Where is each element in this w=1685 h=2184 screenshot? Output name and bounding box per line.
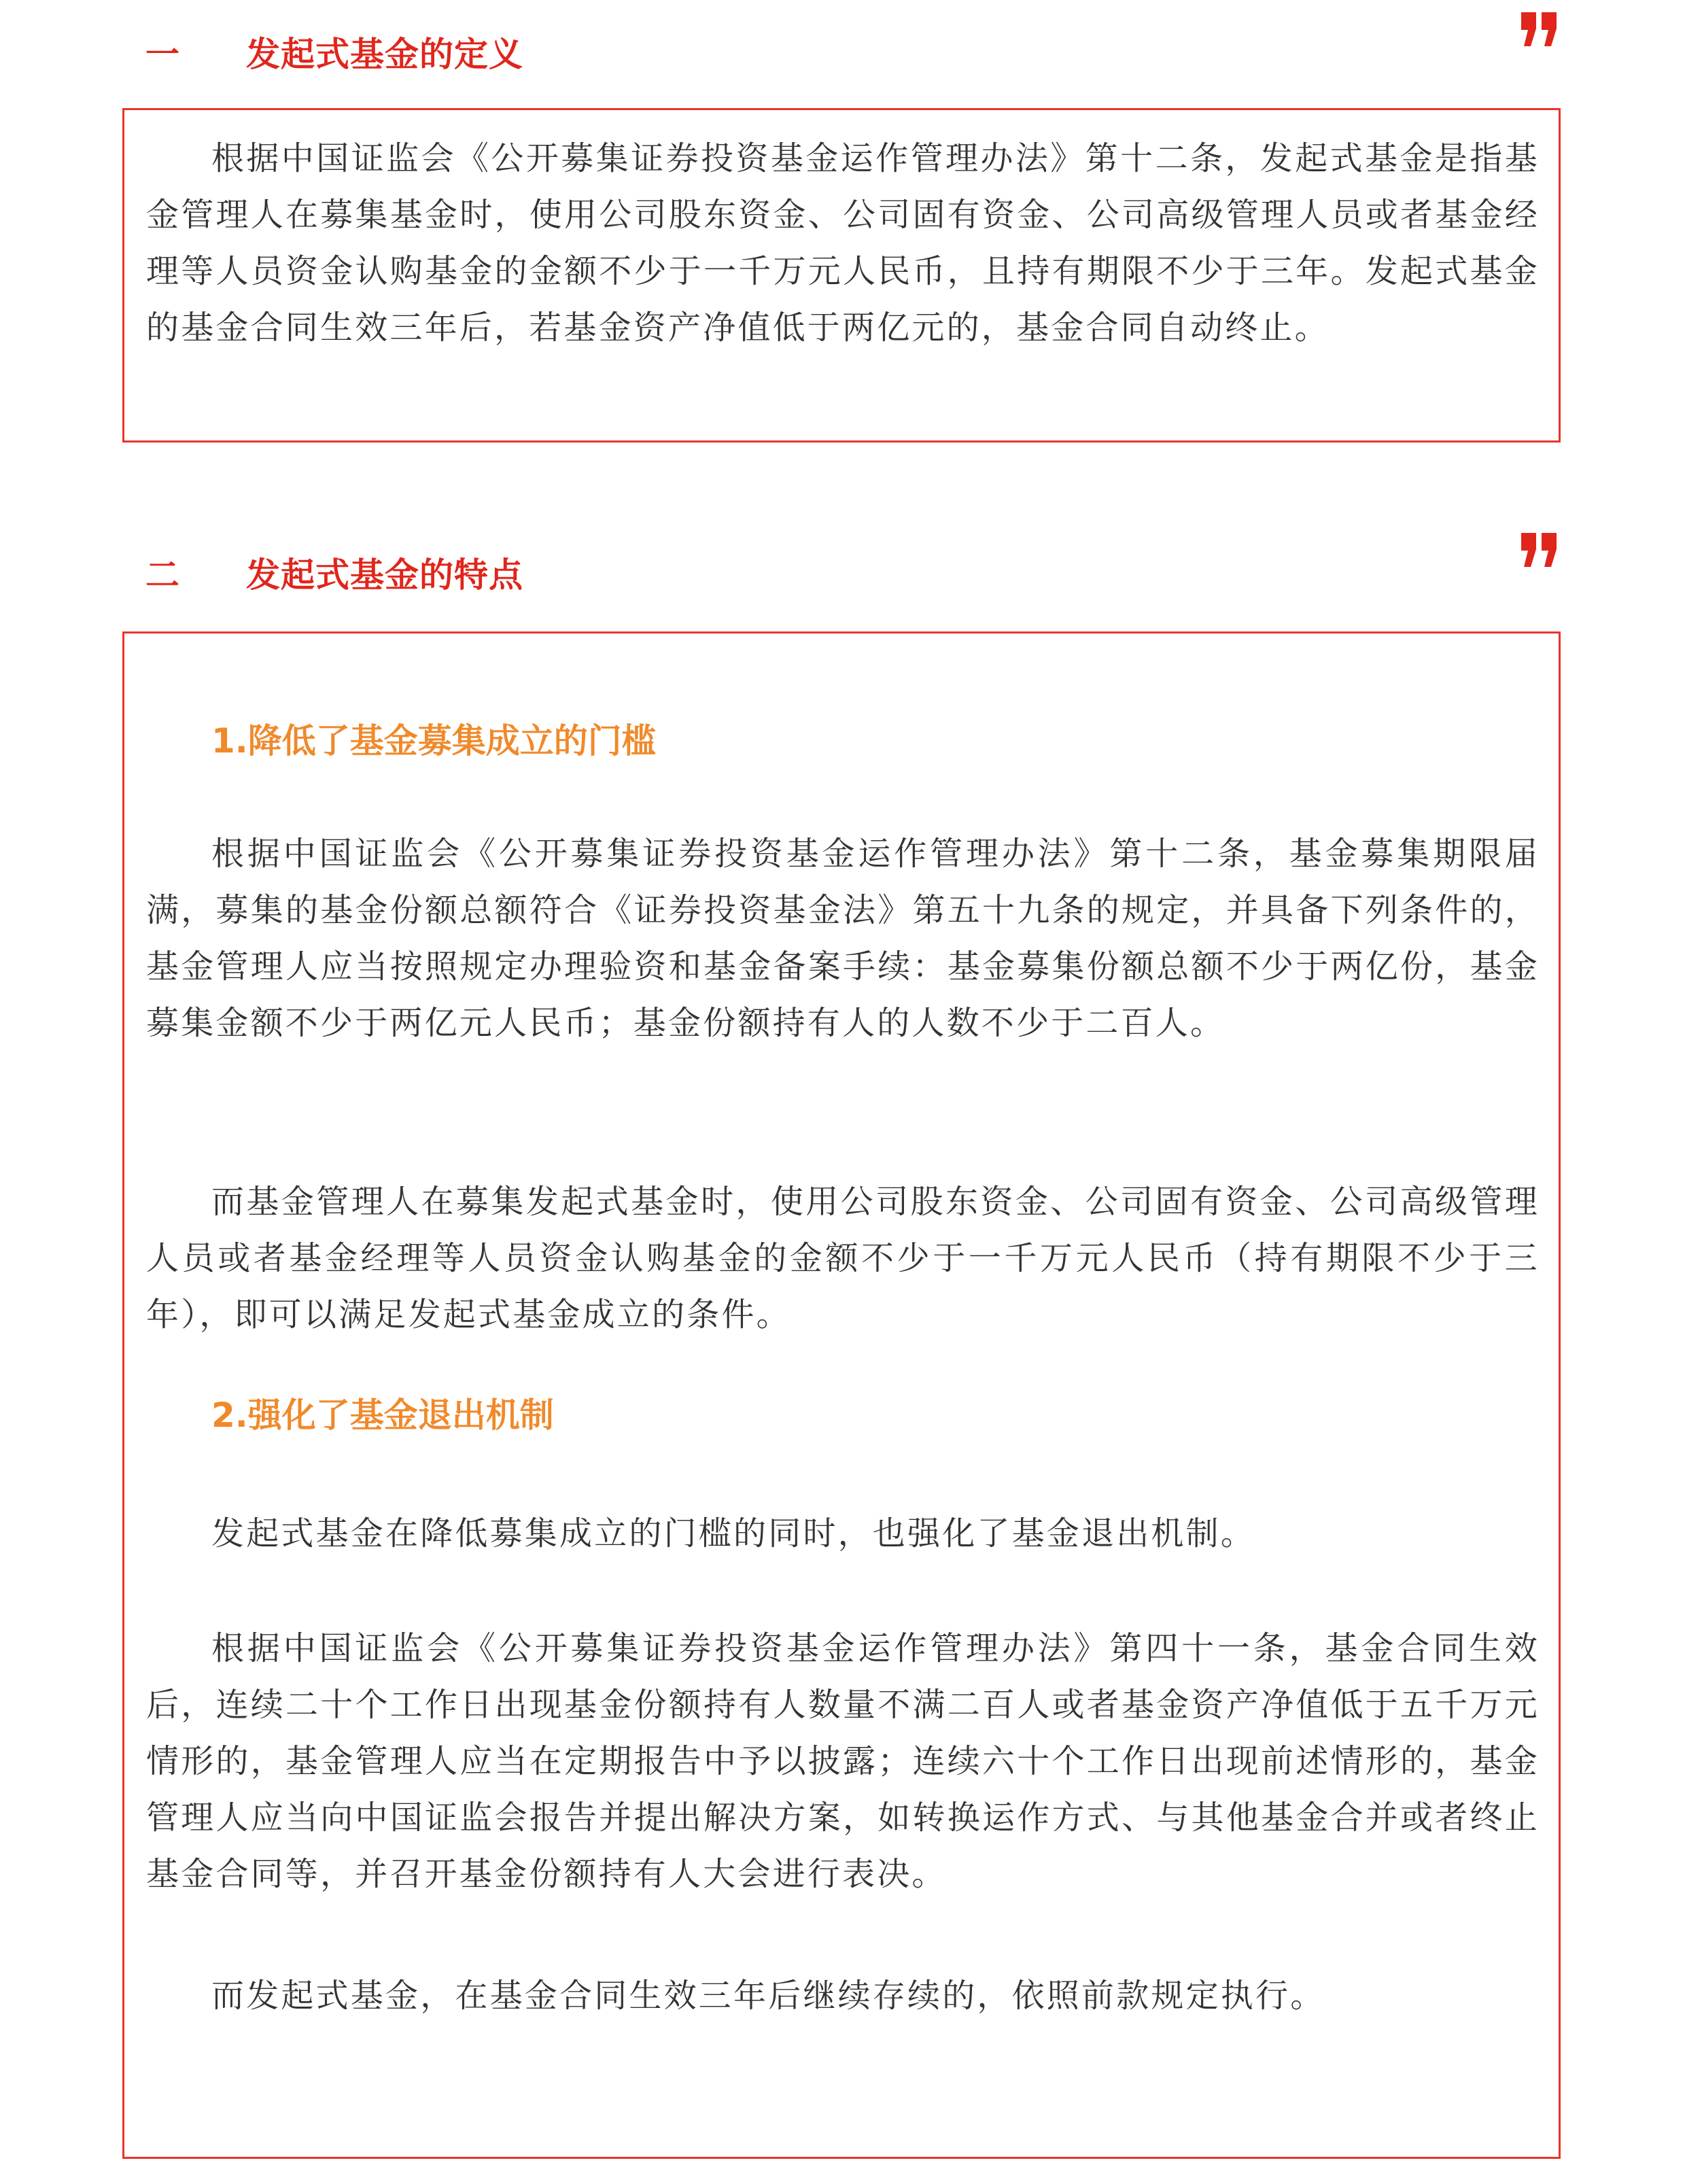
- quote-mark-icon: [1518, 533, 1559, 568]
- section-2-header: [145, 548, 1559, 602]
- section-2-number: 二: [145, 555, 179, 595]
- subsection-2-heading: 2.强化了基金退出机制: [211, 1396, 554, 1435]
- section-2-title: 发起式基金的特点: [246, 555, 523, 595]
- subsection-1-heading: 1.降低了基金募集成立的门槛: [211, 721, 656, 761]
- section-1-header: [145, 27, 1559, 82]
- subsection-2-paragraph-1: 发起式基金在降低募集成立的门槛的同时，也强化了基金退出机制。: [211, 1514, 1256, 1553]
- subsection-1-paragraph-2: 而基金管理人在募集发起式基金时，使用公司股东资金、公司固有资金、公司高级管理人员或者基金经理等人员资金认购基金的金额不少于一千万元人民币（持有期限不少于三年），即可以满足发起式基金成立的条件。: [146, 1183, 1540, 1334]
- section-1-box: [122, 108, 1561, 443]
- section-1-paragraph: 根据中国证监会《公开募集证券投资基金运作管理办法》第十二条，发起式基金是指基金管理人在募集基金时，使用公司股东资金、公司固有资金、公司高级管理人员或者基金经理等人员资金认购基金的金额不少于一千万元人民币，且持有期限不少于三年。发起式基金的基金合同生效三年后，若基金资产净值低于两亿元的，基金合同自动终止。: [146, 139, 1540, 347]
- section-1-number: 一: [145, 35, 179, 74]
- section-1-title: 发起式基金的定义: [246, 35, 523, 74]
- subsection-2-paragraph-3: 而发起式基金，在基金合同生效三年后继续存续的，依照前款规定执行。: [211, 1977, 1325, 2015]
- section-2-box: [122, 631, 1561, 2159]
- subsection-1-paragraph-1: 根据中国证监会《公开募集证券投资基金运作管理办法》第十二条，基金募集期限届满，募集的基金份额总额符合《证券投资基金法》第五十九条的规定，并具备下列条件的，基金管理人应当按照规定办理验资和基金备案手续：基金募集份额总额不少于两亿份，基金募集金额不少于两亿元人民币；基金份额持有人的人数不少于二百人。: [146, 835, 1540, 1042]
- subsection-2-paragraph-2: 根据中国证监会《公开募集证券投资基金运作管理办法》第四十一条，基金合同生效后，连续二十个工作日出现基金份额持有人数量不满二百人或者基金资产净值低于五千万元情形的，基金管理人应当在定期报告中予以披露；连续六十个工作日出现前述情形的，基金管理人应当向中国证监会报告并提出解决方案，如转换运作方式、与其他基金合并或者终止基金合同等，并召开基金份额持有人大会进行表决。: [146, 1629, 1540, 1893]
- quote-mark-icon: [1518, 12, 1559, 48]
